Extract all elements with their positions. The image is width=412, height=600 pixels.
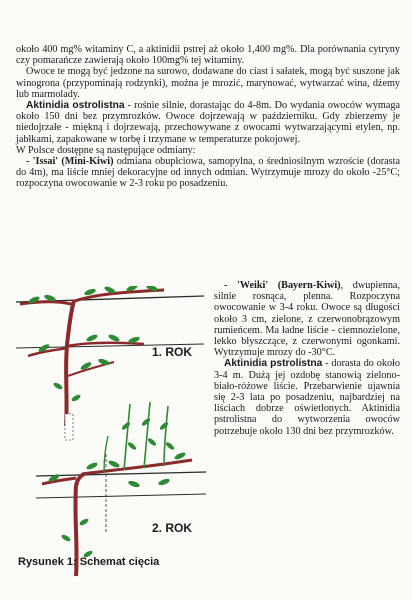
pstrolistna-paragraph bbox=[214, 358, 400, 436]
top-text-block bbox=[16, 44, 400, 190]
issai-name: - 'Issai' (Mini-Kiwi) bbox=[26, 156, 114, 168]
year-1-plant bbox=[16, 286, 204, 440]
pstrolistna-heading: Aktinidia pstrolistna bbox=[224, 358, 323, 370]
intro-paragraph-1: około 400 mg% witaminy C, a aktinidii pstrej aż około 1,400 mg%. Dla porównania cytryny czy pomarańcze zawierają około 100mg% tej witaminy. bbox=[16, 44, 400, 67]
right-text-column bbox=[214, 280, 400, 437]
weiki-text: , dwupienna, silnie rosnąca, plenna. Rozpoczyna owocowanie w 3-4 roku. Owoce są długości około 3 cm, zielone, z czerwonobrązowym rumieńcem. Ma ładne liście - ciemnozielone, lekko błyszczące, z czerwonymi ogonkami. Wytrzymuje mrozy do -30°C. bbox=[214, 280, 400, 359]
varieties-intro: W Polsce dostępne są następujące odmiany: bbox=[16, 144, 196, 156]
issai-paragraph bbox=[16, 156, 400, 190]
figure-caption: Rysunek 1: Schemat cięcia bbox=[18, 556, 160, 568]
ostrolistna-heading: Aktinidia ostrolistna bbox=[26, 100, 125, 112]
pstrolistna-text: - dorasta do około 3-4 m. Dużą jej ozdobę stanowią zielono-biało-różowe liście. Przebarwienie ujawnia się 2-3 lata po posadzeniu, najbardziej na liściach dobrze oświetlonych. Aktinidia pstrolistna do wytworzenia owoców potrzebuje około 130 dni bez przymrozków. bbox=[214, 358, 400, 437]
year-2-label: 2. ROK bbox=[152, 521, 193, 535]
intro-paragraph-2: Owoce te mogą być jedzone na surowo, dodawane do ciast i sałatek, mogą być suszone jak winogrona (przypominają rodzynki), można je mrozić, marynować, wytwarzać wina, dżemy lub marmolady. bbox=[16, 66, 400, 100]
issai-text: odmiana obupłciowa, samopylna, o średniosilnym wzroście (dorasta do 4m), ma liście mniej dekoracyjne od innych odmian. Wytrzymuje mrozy do około -25°C; rozpoczyna owocowanie w 2-3 roku po posadzeniu. bbox=[16, 156, 400, 190]
ostrolistna-text: - rośnie silnie, dorastając do 4-8m. Do wydania owoców wymaga około 150 dni bez przymrozków. Owoce dojrzewają w październiku. Gdy zbierzemy je niedojrzałe - miękną i dojrzewają, przechowywane z owocami wytwarzającymi etylen, np. jabłkami, zapakowane w torbę i trzymane w temperaturze pokojowej. bbox=[16, 100, 400, 145]
pruning-diagram bbox=[14, 286, 210, 586]
weiki-name: - 'Weiki' (Bayern-Kiwi) bbox=[224, 280, 341, 291]
ostrolistna-paragraph bbox=[16, 100, 400, 145]
year-2-plant bbox=[36, 402, 206, 576]
year-1-label: 1. ROK bbox=[152, 345, 193, 359]
weiki-paragraph bbox=[214, 280, 400, 358]
